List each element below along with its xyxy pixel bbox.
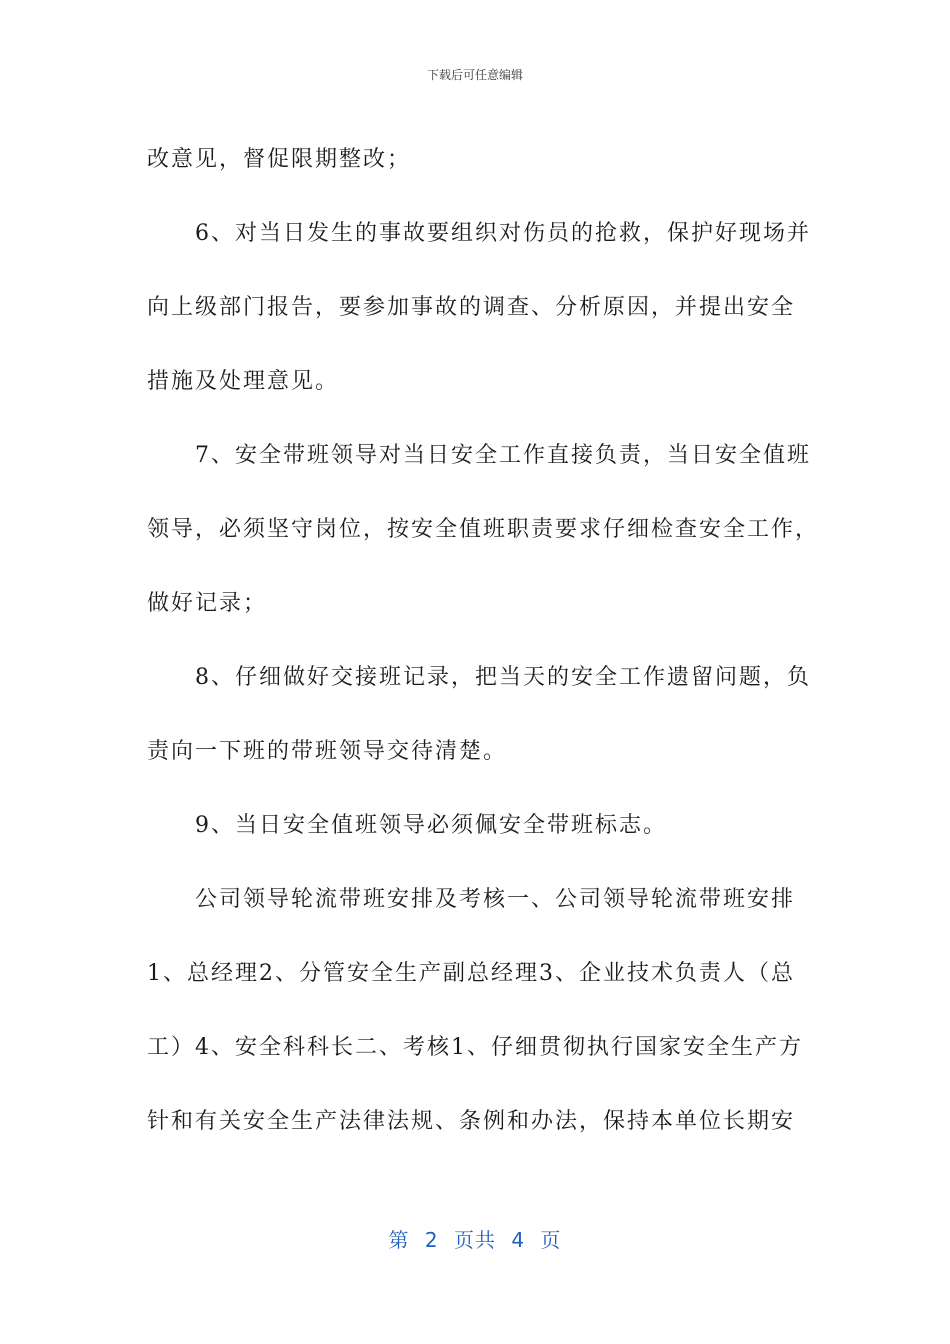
text-line: 领导，必须坚守岗位，按安全值班职责要求仔细检查安全工作， <box>147 517 820 542</box>
text-line: 8、仔细做好交接班记录，把当天的安全工作遗留问题，负 <box>147 665 811 690</box>
text-line: 6、对当日发生的事故要组织对伤员的抢救，保护好现场并 <box>147 221 811 246</box>
text-line: 向上级部门报告，要参加事故的调查、分析原因，并提出安全 <box>147 295 796 320</box>
page-header: 下载后可任意编辑 <box>426 68 523 82</box>
text-line: 做好记录； <box>147 591 268 616</box>
text-line: 7、安全带班领导对当日安全工作直接负责，当日安全值班 <box>147 443 811 468</box>
text-line: 公司领导轮流带班安排及考核一、公司领导轮流带班安排 <box>147 887 796 912</box>
document-body <box>147 123 820 1159</box>
text-line: 措施及处理意见。 <box>147 369 340 394</box>
page-footer: 第 2 页共 4 页 <box>388 1228 562 1252</box>
text-line: 责向一下班的带班领导交待清楚。 <box>147 739 508 764</box>
text-line: 工）4、安全科科长二、考核1、仔细贯彻执行国家安全生产方 <box>147 1035 803 1060</box>
text-line: 1、总经理2、分管安全生产副总经理3、企业技术负责人（总 <box>147 961 795 986</box>
text-line: 9、当日安全值班领导必须佩安全带班标志。 <box>147 813 667 838</box>
text-line: 针和有关安全生产法律法规、条例和办法，保持本单位长期安 <box>147 1109 796 1134</box>
text-line: 改意见，督促限期整改； <box>147 147 412 172</box>
